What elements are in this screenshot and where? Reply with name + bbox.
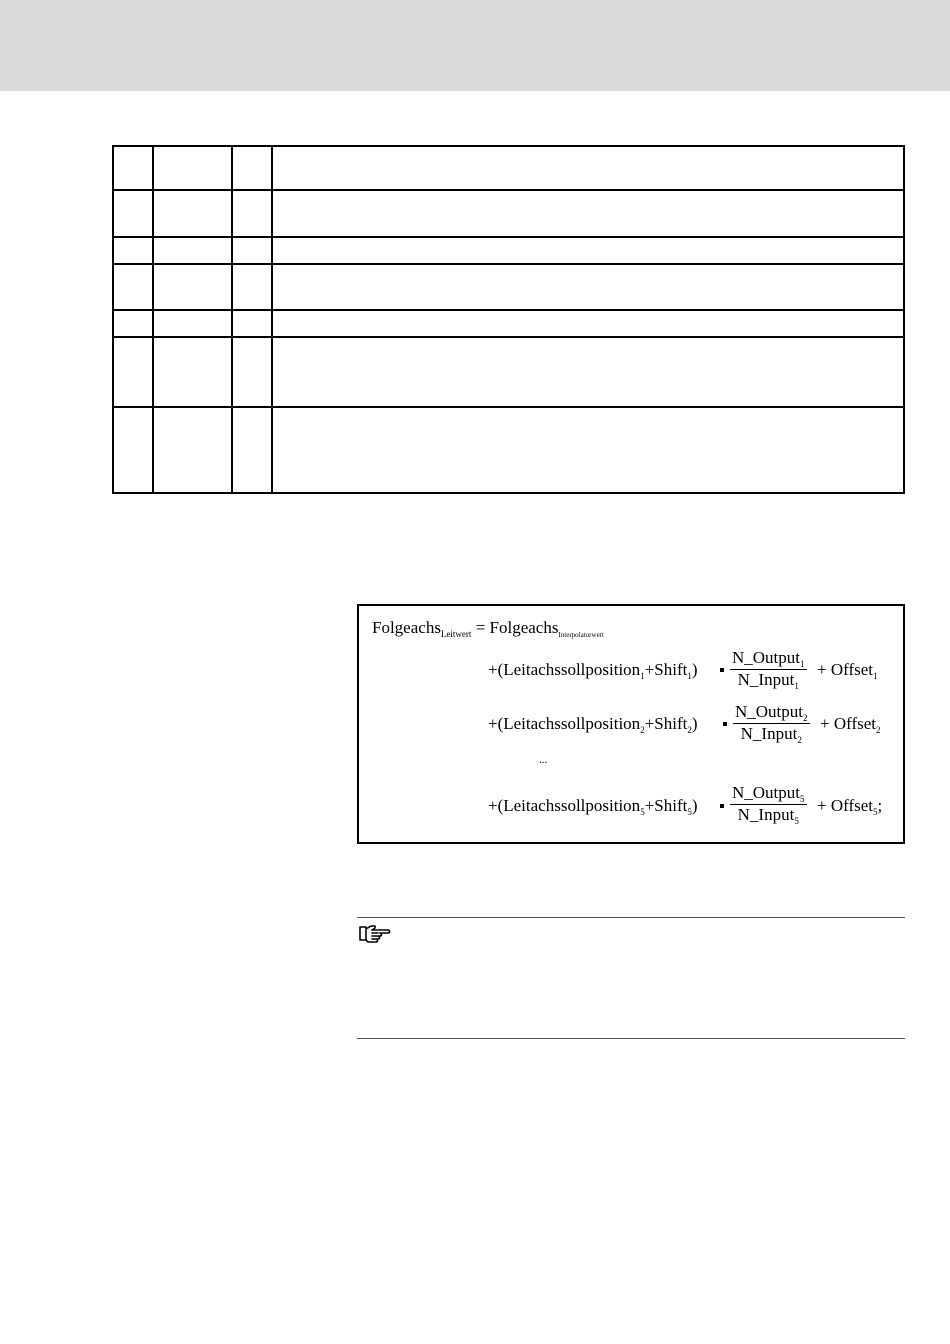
fraction-5-numerator [730, 783, 807, 804]
offset-5-text: + Offset [817, 796, 874, 815]
formula-box [357, 604, 905, 844]
term-1-shift-index: 1 [687, 671, 692, 681]
fraction-5-denominator-text: N_Input [737, 805, 795, 824]
formula-ellipsis: ... [539, 754, 548, 766]
table-column-divider [231, 147, 233, 492]
parameter-table [112, 145, 905, 494]
fraction-2-denominator [733, 723, 810, 745]
term-5-index: 5 [640, 807, 645, 817]
formula-rhs: Folgeachs [489, 618, 559, 637]
multiply-dot [720, 668, 724, 672]
fraction-2-numerator-index: 2 [803, 713, 808, 723]
formula-equals: = [475, 618, 486, 637]
term-2-position: +(Leitachssollposition [488, 714, 641, 733]
offset-1-index: 1 [873, 671, 878, 681]
table-row-divider [114, 236, 903, 238]
fraction-1-numerator [730, 648, 807, 669]
formula-term-1 [488, 660, 698, 681]
pointing-hand-icon [358, 923, 392, 945]
table-row-divider [114, 309, 903, 311]
note-bottom-rule [357, 1038, 905, 1039]
table-row-divider [114, 263, 903, 265]
multiply-dot [723, 722, 727, 726]
formula-fraction-1 [730, 648, 807, 691]
formula-term-2 [488, 714, 698, 735]
fraction-1-denominator [730, 669, 807, 691]
term-1-close: ) [691, 660, 698, 679]
offset-2-index: 2 [876, 725, 881, 735]
fraction-2-denominator-text: N_Input [740, 724, 798, 743]
formula-rhs-subscript: Interpolatorwert [558, 631, 604, 639]
term-2-close: ) [691, 714, 698, 733]
fraction-2-denominator-index: 2 [797, 735, 802, 745]
fraction-2-numerator [733, 702, 810, 723]
term-5-position: +(Leitachssollposition [488, 796, 641, 815]
term-2-index: 2 [640, 725, 645, 735]
table-row-divider [114, 336, 903, 338]
formula-term-5 [488, 796, 698, 817]
term-5-close: ) [691, 796, 698, 815]
term-2-shift-index: 2 [687, 725, 692, 735]
term-1-shift: +Shift [644, 660, 688, 679]
term-1-index: 1 [640, 671, 645, 681]
offset-1-text: + Offset [817, 660, 874, 679]
fraction-5-denominator [730, 804, 807, 826]
formula-fraction-2 [733, 702, 810, 745]
offset-5-index: 5 [873, 807, 878, 817]
table-row-divider [114, 406, 903, 408]
formula-lhs: Folgeachs [372, 618, 441, 637]
term-1-position: +(Leitachssollposition [488, 660, 641, 679]
formula-terminator: ; [877, 796, 883, 815]
formula-lhs-subscript: Leitwert [440, 629, 472, 639]
fraction-1-numerator-index: 1 [800, 659, 805, 669]
fraction-1-numerator-text: N_Output [732, 648, 800, 667]
fraction-5-denominator-index: 5 [794, 816, 799, 826]
fraction-1-denominator-index: 1 [794, 681, 799, 691]
fraction-1-denominator-text: N_Input [737, 670, 795, 689]
formula-offset-2 [820, 714, 881, 735]
offset-2-text: + Offset [820, 714, 877, 733]
fraction-5-numerator-index: 5 [800, 794, 805, 804]
formula-offset-1 [817, 660, 878, 681]
table-column-divider [152, 147, 154, 492]
fraction-2-numerator-text: N_Output [735, 702, 803, 721]
table-column-divider [271, 147, 273, 492]
page-header-band [0, 0, 950, 91]
term-5-shift: +Shift [644, 796, 688, 815]
multiply-dot [720, 804, 724, 808]
fraction-5-numerator-text: N_Output [732, 783, 800, 802]
term-5-shift-index: 5 [687, 807, 692, 817]
formula-offset-5 [817, 796, 882, 817]
table-row-divider [114, 189, 903, 191]
note-top-rule [357, 917, 905, 918]
formula-fraction-5 [730, 783, 807, 826]
formula-lhs-line [372, 618, 604, 639]
term-2-shift: +Shift [644, 714, 688, 733]
